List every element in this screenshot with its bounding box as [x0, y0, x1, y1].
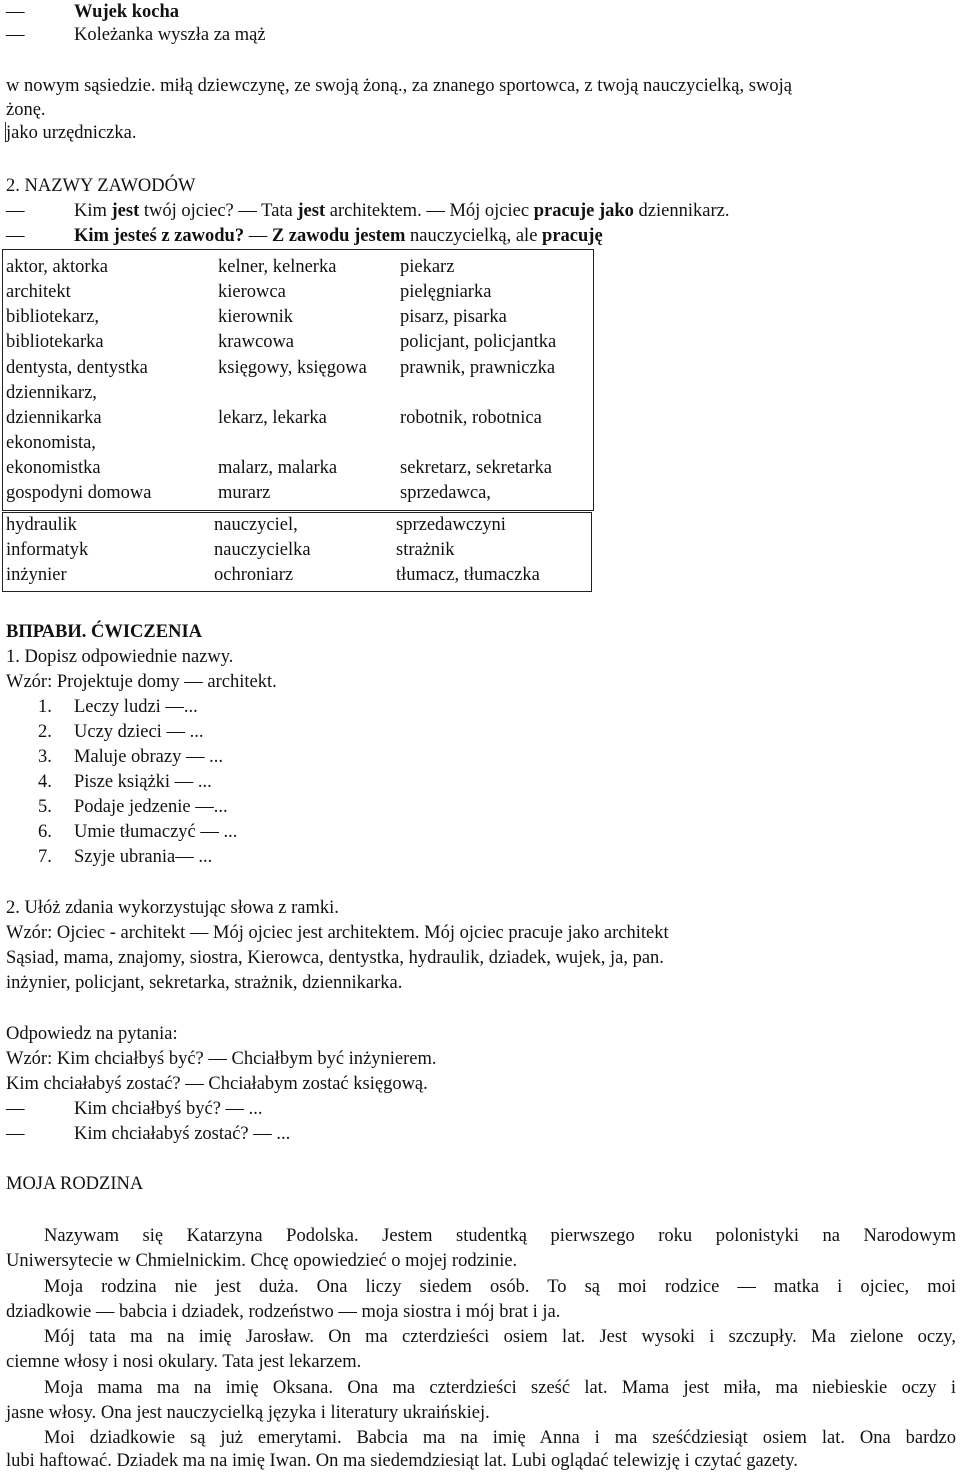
profession-cell: lekarz, lekarka	[218, 408, 327, 428]
profession-cell: piekarz	[400, 257, 455, 277]
profession-cell: bibliotekarka	[6, 332, 104, 352]
profession-cell: murarz	[218, 483, 271, 503]
question-2: — Kim chciałabyś zostać? — ...	[6, 1124, 291, 1144]
profession-cell: nauczyciel,	[214, 515, 298, 535]
exercises-title: ВПРАВИ. ĆWICZENIA	[6, 622, 203, 642]
profession-cell: ekonomista,	[6, 433, 96, 453]
list-item: 5. Podaje jedzenie —...	[38, 797, 228, 817]
family-title: MOJA RODZINA	[6, 1174, 144, 1194]
family-paragraph-1-cont: Uniwersytecie w Chmielnickim. Chcę opowiedzieć o mojej rodzinie.	[6, 1251, 518, 1271]
profession-cell: ochroniarz	[214, 565, 294, 585]
profession-cell: kierownik	[218, 307, 294, 327]
profession-cell: krawcowa	[218, 332, 295, 352]
profession-cell: architekt	[6, 282, 71, 302]
profession-cell: strażnik	[396, 540, 455, 560]
answer-model-2: Kim chciałabyś zostać? — Chciałabym zostać księgową.	[6, 1074, 428, 1094]
list-item: 1. Leczy ludzi —...	[38, 697, 198, 717]
family-paragraph-2: Moja rodzina nie jest duża. Ona liczy siedem osób. To są moi rodzice — matka i ojciec, moi	[44, 1277, 956, 1297]
family-paragraph-1: Nazywam się Katarzyna Podolska. Jestem studentką pierwszego roku polonistyki na Narodowym	[44, 1226, 956, 1246]
profession-cell: kierowca	[218, 282, 286, 302]
phrases-line-3: jako urzędniczka.	[6, 123, 137, 143]
family-paragraph-5: Moi dziadkowie są już emerytami. Babcia ma na imię Anna i ma sześćdziesiąt osiem lat. Ona bardzo	[44, 1428, 956, 1448]
family-paragraph-3: Mój tata ma na imię Jarosław. On ma czterdzieści osiem lat. Jest wysoki i szczupły. Ma zielone oczy,	[44, 1327, 956, 1347]
exercise-2-title: 2. Ułóż zdania wykorzystując słowa z ramki.	[6, 898, 339, 918]
profession-cell: dentysta, dentystka	[6, 358, 148, 378]
profession-cell: aktor, aktorka	[6, 257, 108, 277]
dialog-line-1: — Wujek kocha	[6, 2, 180, 22]
profession-cell: bibliotekarz,	[6, 307, 99, 327]
list-item: 4. Pisze książki — ...	[38, 772, 212, 792]
professions-dialog-2: — Kim jesteś z zawodu? — Z zawodu jestem nauczycielką, ale pracuję	[6, 226, 603, 246]
profession-cell: malarz, malarka	[218, 458, 338, 478]
answer-title: Odpowiedz na pytania:	[6, 1024, 178, 1044]
family-paragraph-2-cont: dziadkowie — babcia i dziadek, rodzeństwo — moja siostra i mój brat i ja.	[6, 1302, 561, 1322]
list-item: 3. Maluje obrazy — ...	[38, 747, 223, 767]
profession-cell: pielęgniarka	[400, 282, 492, 302]
profession-cell: kelner, kelnerka	[218, 257, 337, 277]
profession-cell: sekretarz, sekretarka	[400, 458, 553, 478]
family-paragraph-4: Moja mama ma na imię Oksana. Ona ma czterdzieści sześć lat. Mama jest miła, ma niebieskie oczy i	[44, 1378, 956, 1398]
section-title-professions: 2. NAZWY ZAWODÓW	[6, 176, 196, 196]
list-item: 2. Uczy dzieci — ...	[38, 722, 204, 742]
profession-cell: ekonomistka	[6, 458, 101, 478]
phrases-line-1: w nowym sąsiedzie. miłą dziewczynę, ze swoją żoną., za znanego sportowca, z twoją nauczycielką, swoją	[6, 76, 792, 96]
answer-model-1: Wzór: Kim chciałbyś być? — Chciałbym być inżynierem.	[6, 1049, 437, 1069]
family-paragraph-4-cont: jasne włosy. Ona jest nauczycielką języka i literatury ukraińskiej.	[6, 1403, 490, 1423]
phrases-line-2: żonę.	[6, 100, 46, 120]
family-paragraph-3-cont: ciemne włosy i nosi okulary. Tata jest lekarzem.	[6, 1352, 362, 1372]
profession-cell: policjant, policjantka	[400, 332, 557, 352]
profession-cell: dziennikarka	[6, 408, 102, 428]
exercise-2-model: Wzór: Ojciec - architekt — Mój ojciec jest architektem. Mój ojciec pracuje jako architekt	[6, 923, 669, 943]
professions-dialog-1: — Kim jest twój ojciec? — Tata jest architektem. — Mój ojciec pracuje jako dziennikarz.	[6, 201, 730, 221]
dialog-line-2: — Koleżanka wyszła za mąż	[6, 25, 266, 45]
exercise-2-words-1: Sąsiad, mama, znajomy, siostra, Kierowca, dentystka, hydraulik, dziadek, wujek, ja, pan.	[6, 948, 664, 968]
profession-cell: pisarz, pisarka	[400, 307, 507, 327]
profession-cell: nauczycielka	[214, 540, 311, 560]
exercise-1-title: 1. Dopisz odpowiednie nazwy.	[6, 647, 234, 667]
profession-cell: informatyk	[6, 540, 89, 560]
profession-cell: sprzedawczyni	[396, 515, 506, 535]
profession-cell: robotnik, robotnica	[400, 408, 542, 428]
profession-cell: sprzedawca,	[400, 483, 491, 503]
question-1: — Kim chciałbyś być? — ...	[6, 1099, 263, 1119]
profession-cell: dziennikarz,	[6, 383, 97, 403]
profession-cell: prawnik, prawniczka	[400, 358, 556, 378]
profession-cell: inżynier	[6, 565, 67, 585]
profession-cell: hydraulik	[6, 515, 77, 535]
exercise-2-words-2: inżynier, policjant, sekretarka, strażnik, dziennikarka.	[6, 973, 403, 993]
profession-cell: gospodyni domowa	[6, 483, 152, 503]
list-item: 6. Umie tłumaczyć — ...	[38, 822, 238, 842]
list-item: 7. Szyje ubrania— ...	[38, 847, 213, 867]
exercise-1-model: Wzór: Projektuje domy — architekt.	[6, 672, 277, 692]
profession-cell: tłumacz, tłumaczka	[396, 565, 540, 585]
family-paragraph-5-cont: lubi haftować. Dziadek ma na imię Iwan. On ma siedemdziesiąt lat. Lubi oglądać telewizję i czytać gazety.	[6, 1451, 798, 1471]
profession-cell: księgowy, księgowa	[218, 358, 367, 378]
